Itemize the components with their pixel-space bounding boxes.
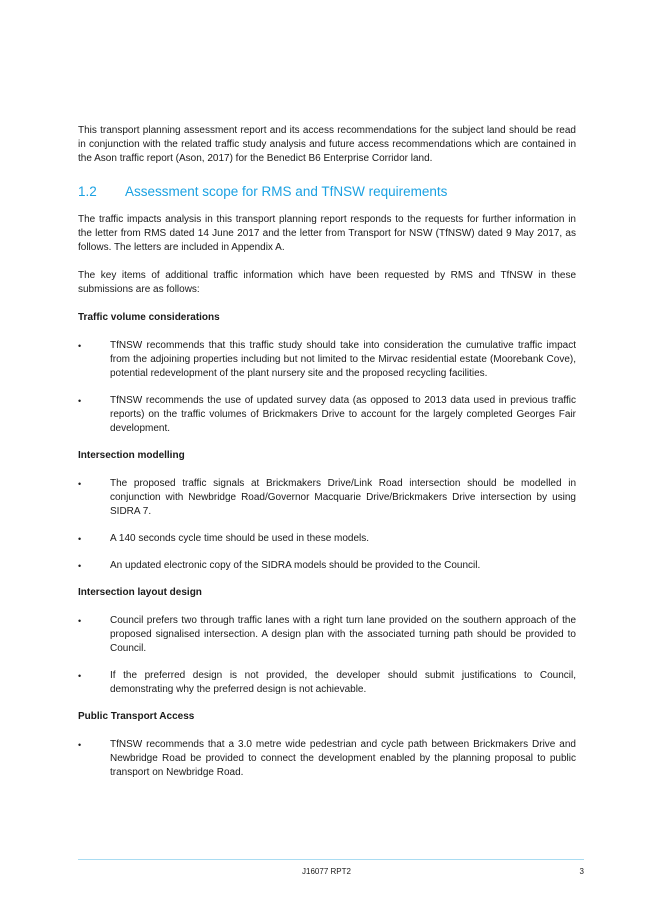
footer-page-number: 3: [579, 867, 584, 876]
bullet-icon: •: [78, 479, 82, 489]
list-item: [78, 477, 576, 519]
footer-divider: [78, 859, 584, 860]
intro-paragraph: This transport planning assessment report and its access recommendations for the subject land should be read in conjunction with the related traffic study analysis and future access recommendations which are contained in the Ason traffic report (Ason, 2017) for the Benedict B6 Enterprise Corridor land.: [78, 125, 576, 164]
bullet-icon: •: [78, 740, 82, 750]
footer-document-code: J16077 RPT2: [302, 867, 351, 876]
list-item-text: Council prefers two through traffic lanes with a right turn lane provided on the southern approach of the proposed signalised intersection. A design plan with the associated turning path should be provided to Council.: [110, 615, 576, 654]
list-item-text: If the preferred design is not provided, the developer should submit justifications to Council, demonstrating why the preferred design is not achievable.: [110, 670, 576, 695]
list-item: [78, 669, 576, 697]
section-number: 1.2: [78, 184, 97, 199]
list-item: [78, 738, 576, 780]
list-item: [78, 559, 576, 573]
bullet-icon: •: [78, 616, 82, 626]
subheading-public-transport: Public Transport Access: [78, 711, 195, 722]
list-item-text: TfNSW recommends that a 3.0 metre wide pedestrian and cycle path between Brickmakers Drive and Newbridge Road be provided to connect the development enabled by the planning proposal to public transport on Newbridge Road.: [110, 739, 576, 778]
bullet-icon: •: [78, 396, 82, 406]
list-item-text: An updated electronic copy of the SIDRA models should be provided to the Council.: [110, 560, 481, 571]
bullet-icon: •: [78, 561, 82, 571]
scope-paragraph: The traffic impacts analysis in this transport planning report responds to the requests for further information in the letter from RMS dated 14 June 2017 and the letter from Transport for NSW (TfNSW) dated 9 May 2017, as follows. The letters are included in Appendix A.: [78, 214, 576, 253]
subheading-intersection-modelling: Intersection modelling: [78, 450, 185, 461]
bullet-icon: •: [78, 341, 82, 351]
bullet-list-traffic-volume: [78, 339, 576, 436]
list-item-text: TfNSW recommends that this traffic study should take into consideration the cumulative traffic impact from the adjoining properties including but not limited to the Mirvac residential estate (Moorebank Cove), potential redevelopment of the plant nursery site and the proposed recycling facilities.: [110, 340, 576, 379]
list-item-text: The proposed traffic signals at Brickmakers Drive/Link Road intersection should be modelled in conjunction with Newbridge Road/Governor Macquarie Drive/Brickmakers Drive intersection by using SIDRA 7.: [110, 478, 576, 517]
bullet-icon: •: [78, 671, 82, 681]
bullet-list-intersection-layout: [78, 614, 576, 697]
list-item: [78, 532, 576, 546]
section-heading: [78, 183, 576, 201]
page-content: [78, 124, 576, 793]
key-items-paragraph: The key items of additional traffic information which have been requested by RMS and TfNSW in these submissions are as follows:: [78, 270, 576, 295]
bullet-icon: •: [78, 534, 82, 544]
subheading-intersection-layout: Intersection layout design: [78, 587, 202, 598]
bullet-list-public-transport: [78, 738, 576, 780]
list-item-text: TfNSW recommends the use of updated survey data (as opposed to 2013 data used in previous traffic reports) on the traffic volumes of Brickmakers Drive to account for the largely completed Georges Fair development.: [110, 395, 576, 434]
bullet-list-intersection-modelling: [78, 477, 576, 573]
subheading-traffic-volume: Traffic volume considerations: [78, 312, 220, 323]
list-item: [78, 614, 576, 656]
list-item-text: A 140 seconds cycle time should be used in these models.: [110, 533, 370, 544]
list-item: [78, 394, 576, 436]
section-title: Assessment scope for RMS and TfNSW requirements: [125, 184, 448, 199]
list-item: [78, 339, 576, 381]
